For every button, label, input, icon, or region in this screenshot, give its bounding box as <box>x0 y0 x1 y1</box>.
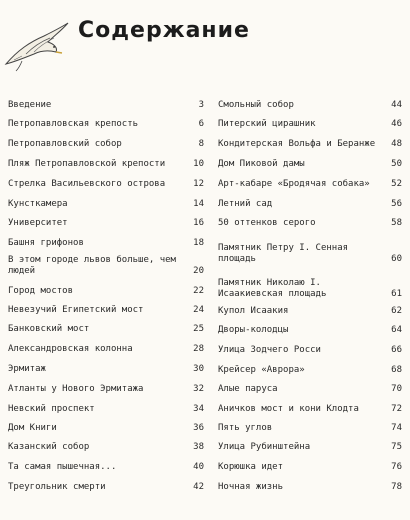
toc-entry[interactable] <box>218 243 402 265</box>
toc-entry-page: 58 <box>391 218 402 228</box>
toc-entry-title: Введение <box>8 100 52 110</box>
toc-entry-title: В этом городе львов больше, чем людей <box>8 255 176 276</box>
toc-entry-page: 56 <box>391 199 402 209</box>
toc-entry[interactable] <box>8 324 204 335</box>
toc-entry[interactable] <box>8 159 204 170</box>
toc-entry-title: Ночная жизнь <box>218 482 284 492</box>
toc-entry[interactable] <box>8 286 204 297</box>
toc-entry-page: 48 <box>391 139 402 149</box>
toc-entry[interactable] <box>218 179 402 190</box>
toc-entry-title: Казанский собор <box>8 442 90 452</box>
toc-entry-page: 44 <box>391 100 402 110</box>
toc-entry[interactable] <box>8 199 204 210</box>
toc-entry-page: 66 <box>391 345 402 355</box>
toc-entry-page: 40 <box>193 462 204 472</box>
toc-entry-title: Стрелка Васильевского острова <box>8 179 166 189</box>
toc-entry-page: 60 <box>391 254 402 264</box>
toc-entry-page: 24 <box>193 305 204 315</box>
toc-entry-page: 10 <box>193 159 204 169</box>
toc-entry[interactable] <box>8 139 204 150</box>
toc-entry-page: 46 <box>391 119 402 129</box>
toc-entry-title: Та самая пышечная... <box>8 462 117 472</box>
seagull-illustration <box>4 20 70 72</box>
toc-entry-page: 16 <box>193 218 204 228</box>
toc-entry-page: 22 <box>193 286 204 296</box>
toc-entry[interactable] <box>8 218 204 229</box>
toc-entry-title: Александровская колонна <box>8 344 133 354</box>
toc-entry[interactable] <box>8 384 204 395</box>
toc-entry-page: 38 <box>193 442 204 452</box>
toc-entry-title: Банковский мост <box>8 324 90 334</box>
toc-entry-page: 52 <box>391 179 402 189</box>
toc-entry[interactable] <box>218 218 402 229</box>
toc-entry-title: Невезучий Египетский мост <box>8 305 144 315</box>
toc-entry-page: 62 <box>391 306 402 316</box>
toc-entry[interactable] <box>218 159 402 170</box>
toc-entry[interactable] <box>218 325 402 336</box>
toc-entry-title: Кунсткамера <box>8 199 68 209</box>
toc-entry[interactable] <box>218 404 402 415</box>
toc-entry-page: 74 <box>391 423 402 433</box>
toc-entry-title: Эрмитаж <box>8 364 46 374</box>
toc-entry[interactable] <box>8 482 204 493</box>
toc-entry[interactable] <box>8 179 204 190</box>
toc-entry-title: Атланты у Нового Эрмитажа <box>8 384 144 394</box>
toc-entry-title: Пляж Петропавловской крепости <box>8 159 166 169</box>
toc-entry-title: Памятник Петру I. Сенная площадь <box>218 243 349 264</box>
toc-entry[interactable] <box>8 255 204 277</box>
toc-entry-title: Корюшка идет <box>218 462 284 472</box>
toc-entry-page: 61 <box>391 289 402 299</box>
toc-entry-title: Купол Исаакия <box>218 306 289 316</box>
toc-entry-page: 50 <box>391 159 402 169</box>
toc-entry-title: 50 оттенков серого <box>218 218 316 228</box>
toc-entry-title: Невский проспект <box>8 404 95 414</box>
toc-entry-page: 75 <box>391 442 402 452</box>
toc-entry[interactable] <box>8 100 204 111</box>
toc-entry-page: 32 <box>193 384 204 394</box>
toc-entry-title: Башня грифонов <box>8 238 84 248</box>
toc-entry-page: 8 <box>198 139 204 149</box>
toc-entry[interactable] <box>218 442 402 453</box>
toc-entry-page: 12 <box>193 179 204 189</box>
toc-entry-title: Университет <box>8 218 68 228</box>
toc-entry-page: 36 <box>193 423 204 433</box>
toc-entry-page: 72 <box>391 404 402 414</box>
toc-entry[interactable] <box>8 423 204 434</box>
toc-entry-title: Дворы-колодцы <box>218 325 289 335</box>
toc-entry-title: Петропавловский собор <box>8 139 122 149</box>
toc-entry[interactable] <box>8 238 204 249</box>
toc-entry[interactable] <box>8 462 204 473</box>
toc-entry[interactable] <box>218 365 402 376</box>
toc-entry-title: Улица Рубинштейна <box>218 442 311 452</box>
toc-entry[interactable] <box>218 100 402 111</box>
toc-entry-title: Петропавловская крепость <box>8 119 139 129</box>
toc-entry-page: 76 <box>391 462 402 472</box>
toc-entry[interactable] <box>218 278 402 300</box>
toc-entry[interactable] <box>218 139 402 150</box>
toc-entry-title: Город мостов <box>8 286 74 296</box>
toc-entry[interactable] <box>218 482 402 493</box>
toc-entry-title: Смольный собор <box>218 100 294 110</box>
toc-entry-page: 3 <box>198 100 204 110</box>
page-title: Содержание <box>78 18 250 43</box>
toc-entry[interactable] <box>8 364 204 375</box>
toc-entry-title: Алые паруса <box>218 384 278 394</box>
toc-entry-title: Кондитерская Вольфа и Беранже <box>218 139 376 149</box>
toc-entry-title: Летний сад <box>218 199 273 209</box>
toc-entry-title: Аничков мост и кони Клодта <box>218 404 359 414</box>
toc-entry-title: Дом Пиковой дамы <box>218 159 305 169</box>
toc-entry-title: Пять углов <box>218 423 273 433</box>
toc-entry[interactable] <box>218 199 402 210</box>
toc-entry[interactable] <box>218 384 402 395</box>
toc-entry[interactable] <box>218 119 402 130</box>
toc-entry[interactable] <box>218 306 402 317</box>
toc-entry-page: 20 <box>193 266 204 276</box>
toc-entry-page: 25 <box>193 324 204 334</box>
toc-entry[interactable] <box>218 345 402 356</box>
toc-entry-title: Треугольник смерти <box>8 482 106 492</box>
toc-entry[interactable] <box>8 305 204 316</box>
toc-entry-page: 30 <box>193 364 204 374</box>
toc-entry[interactable] <box>218 462 402 473</box>
toc-entry-page: 78 <box>391 482 402 492</box>
toc-entry-page: 68 <box>391 365 402 375</box>
toc-entry[interactable] <box>8 344 204 355</box>
toc-entry-page: 42 <box>193 482 204 492</box>
toc-entry-page: 14 <box>193 199 204 209</box>
toc-entry-page: 6 <box>198 119 204 129</box>
toc-entry[interactable] <box>8 404 204 415</box>
toc-entry[interactable] <box>8 119 204 130</box>
toc-entry[interactable] <box>218 423 402 434</box>
toc-entry-title: Памятник Николаю I. Исаакиевская площадь <box>218 278 327 299</box>
toc-entry-page: 34 <box>193 404 204 414</box>
toc-entry-title: Крейсер «Аврора» <box>218 365 305 375</box>
toc-entry-page: 28 <box>193 344 204 354</box>
toc-entry-title: Дом Книги <box>8 423 57 433</box>
toc-entry-title: Арт-кабаре «Бродячая собака» <box>218 179 370 189</box>
toc-entry[interactable] <box>8 442 204 453</box>
toc-entry-page: 70 <box>391 384 402 394</box>
toc-entry-title: Питерский цирашник <box>218 119 316 129</box>
toc-entry-page: 18 <box>193 238 204 248</box>
toc-entry-page: 64 <box>391 325 402 335</box>
toc-entry-title: Улица Зодчего Росси <box>218 345 321 355</box>
